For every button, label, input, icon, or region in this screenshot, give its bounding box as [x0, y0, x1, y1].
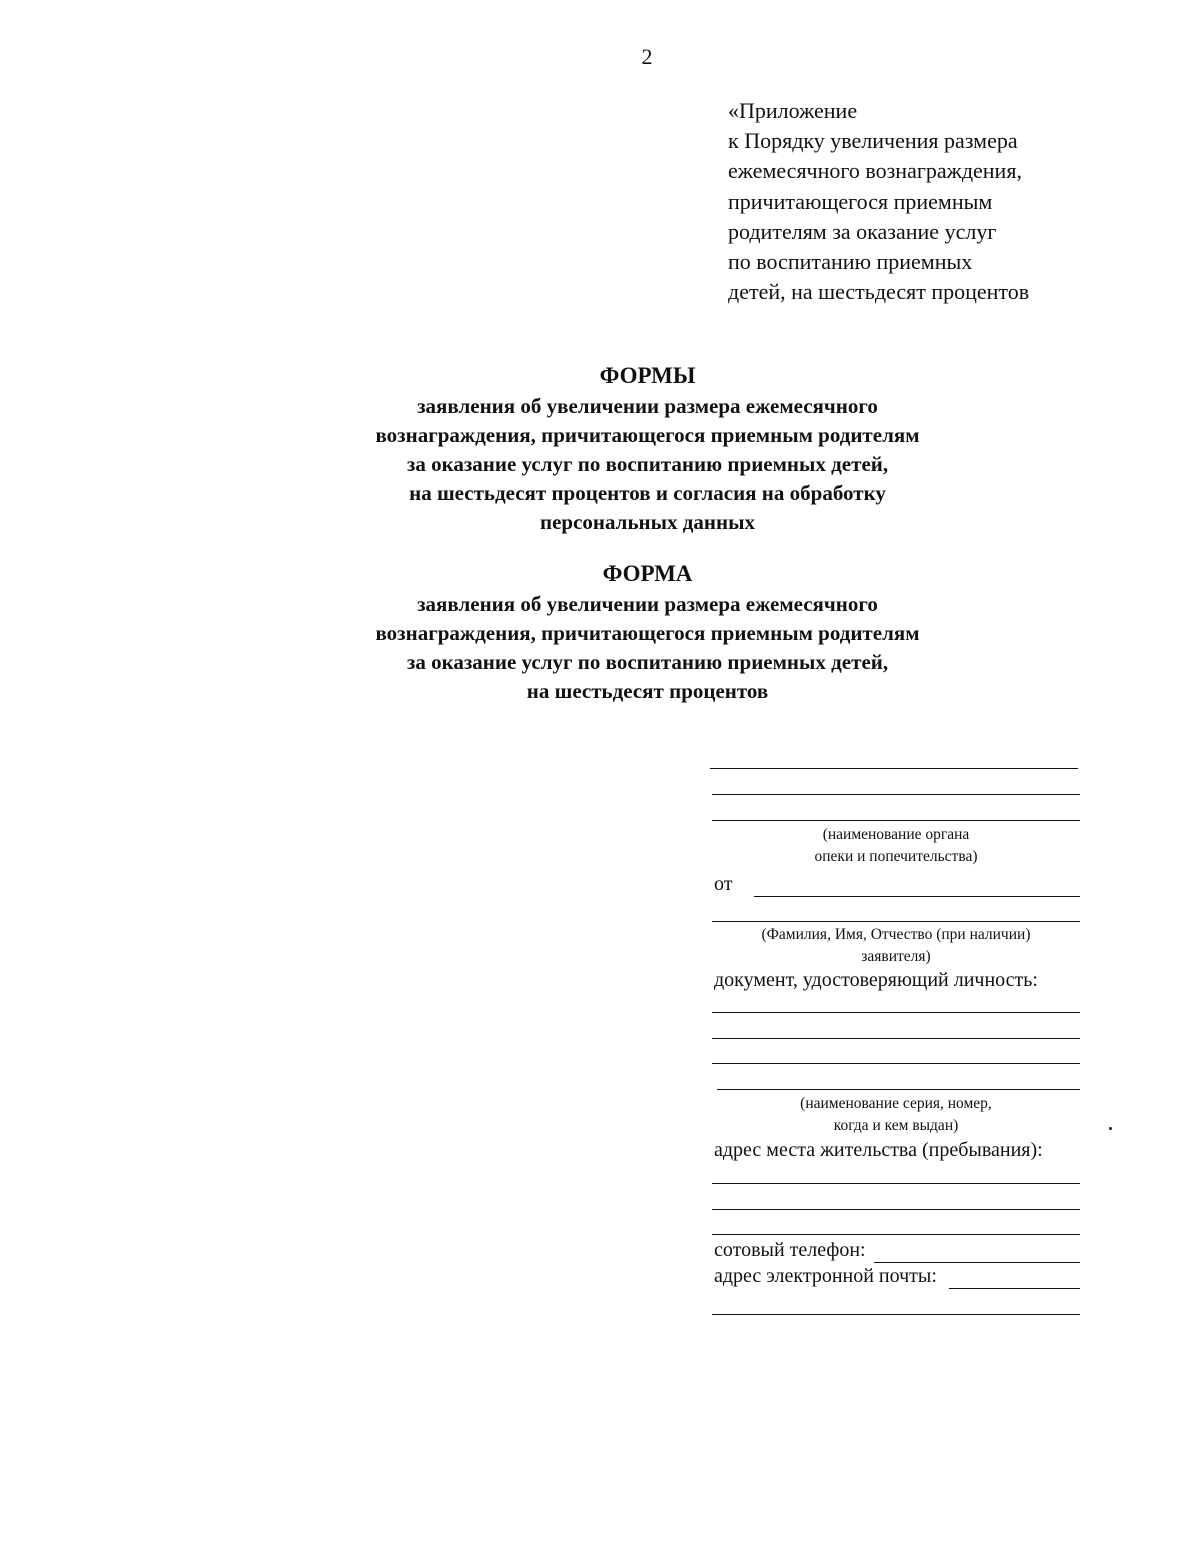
fio-caption: заявителя): [861, 948, 931, 965]
organ-caption: (наименование органа: [822, 826, 970, 843]
form-heading: ФОРМА: [602, 561, 693, 586]
from-row: [712, 871, 1080, 897]
phone-label: сотовый телефон:: [714, 1239, 866, 1261]
forms-title-line: заявления об увеличении размера ежемесячного: [417, 394, 878, 418]
applicant-form: [712, 752, 1080, 1315]
title-block: [250, 360, 1045, 706]
form-title-line: вознаграждения, причитающегося приемным родителям: [375, 621, 920, 645]
form-title-line: заявления об увеличении размера ежемесячного: [417, 592, 878, 616]
address-line-1[interactable]: [712, 1163, 1080, 1184]
page-number: 2: [641, 44, 653, 69]
phone-row: [712, 1237, 1080, 1263]
email-row: [712, 1263, 1080, 1289]
id-doc-line-4[interactable]: [717, 1064, 1080, 1090]
forms-title-line: персональных данных: [539, 510, 756, 534]
scan-dot: [1109, 1127, 1112, 1130]
phone-field[interactable]: [874, 1242, 1080, 1263]
email-field[interactable]: [949, 1268, 1080, 1289]
fio-caption: (Фамилия, Имя, Отчество (при наличии): [761, 926, 1031, 943]
appendix-line: родителям за оказание услуг: [728, 218, 997, 244]
organ-name-line-1[interactable]: [710, 752, 1078, 769]
form-title-line: на шестьдесят процентов: [526, 679, 769, 703]
applicant-name-field[interactable]: [754, 876, 1080, 897]
id-doc-line-3[interactable]: [712, 1039, 1080, 1064]
appendix-line: детей, на шестьдесят процентов: [728, 279, 1030, 305]
appendix-line: по воспитанию приемных: [728, 249, 973, 275]
forms-heading: ФОРМЫ: [599, 363, 696, 388]
forms-title-line: вознаграждения, причитающегося приемным родителям: [375, 423, 920, 447]
address-label: адрес места жительства (пребывания):: [714, 1139, 1043, 1161]
from-label: от: [714, 873, 733, 895]
form-title-line: за оказание услуг по воспитанию приемных детей,: [406, 650, 889, 674]
appendix-line: ежемесячного вознаграждения,: [728, 158, 1022, 184]
appendix-block: [728, 96, 1029, 307]
email-label: адрес электронной почты:: [714, 1265, 937, 1287]
id-doc-label: документ, удостоверяющий личность:: [714, 969, 1038, 991]
appendix-line: причитающегося приемным: [728, 188, 993, 214]
forms-title-line: на шестьдесят процентов и согласия на обработку: [409, 481, 886, 505]
address-line-3[interactable]: [712, 1210, 1080, 1235]
appendix-line: «Приложение: [728, 98, 858, 123]
id-doc-line-2[interactable]: [712, 1013, 1080, 1039]
id-doc-line-1[interactable]: [712, 992, 1080, 1013]
forms-title-line: за оказание услуг по воспитанию приемных детей,: [406, 452, 889, 476]
email-line-2[interactable]: [712, 1289, 1080, 1315]
doc-caption: когда и кем выдан): [833, 1117, 959, 1134]
applicant-name-line-2[interactable]: [712, 897, 1080, 922]
organ-name-line-3[interactable]: [712, 795, 1080, 821]
organ-name-line-2[interactable]: [712, 769, 1080, 795]
appendix-line: к Порядку увеличения размера: [728, 128, 1018, 154]
address-line-2[interactable]: [712, 1184, 1080, 1210]
doc-caption: (наименование серия, номер,: [800, 1095, 992, 1112]
organ-caption: опеки и попечительства): [814, 848, 978, 865]
